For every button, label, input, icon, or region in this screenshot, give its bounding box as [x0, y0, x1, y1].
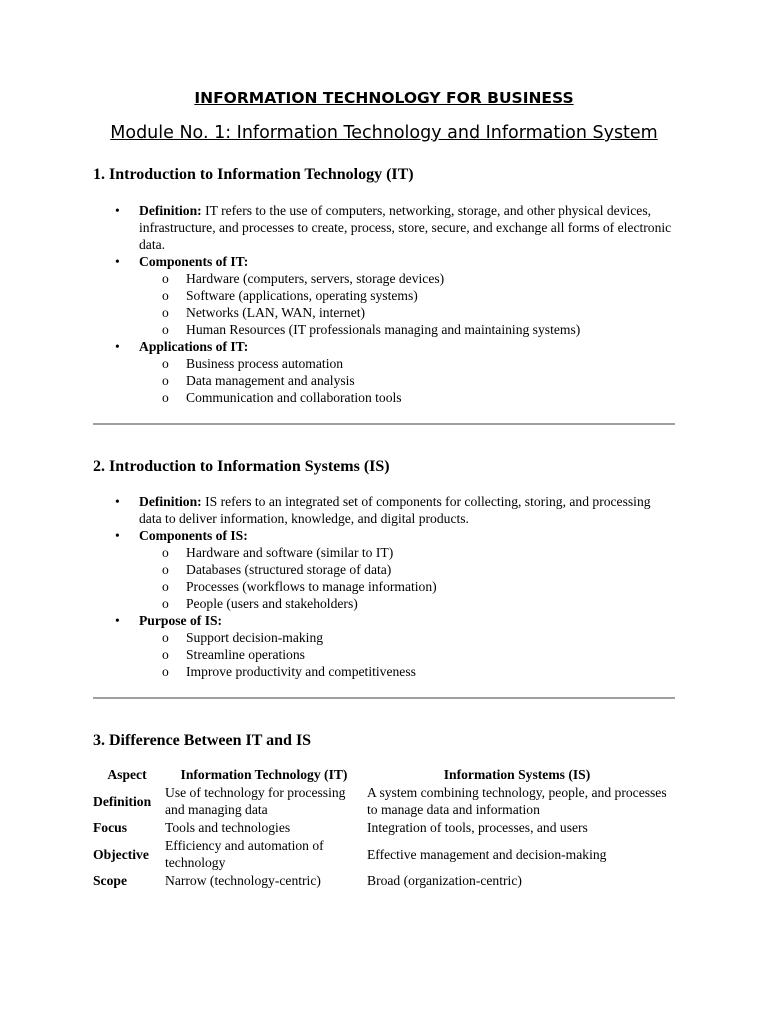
- section-divider: [93, 697, 675, 699]
- table-header-it: Information Technology (IT): [180, 767, 348, 782]
- list-item: [93, 612, 675, 680]
- components-list: [139, 544, 675, 612]
- section-divider: [93, 423, 675, 425]
- table-cell-it: Efficiency and automation of technology: [165, 838, 324, 870]
- table-row: [93, 819, 671, 837]
- applications-label: Applications of IT:: [139, 339, 249, 354]
- definition-text: IT refers to the use of computers, networking, storage, and other physical devices, infrastructure, and processes to create, process, store, secure, and exchange all forms of electronic data.: [139, 203, 672, 252]
- definition-label: Definition:: [139, 203, 202, 218]
- list-item: o Data management and analysis: [139, 372, 675, 389]
- table-row: [93, 784, 671, 819]
- section-heading-is: 2. Introduction to Information Systems (IS): [93, 458, 390, 475]
- list-item: o Streamline operations: [139, 646, 675, 663]
- list-item: [93, 527, 675, 612]
- table-header-row: [93, 766, 671, 784]
- definition-text: IS refers to an integrated set of components for collecting, storing, and processing data to deliver information, knowledge, and digital products.: [139, 494, 651, 526]
- section-heading-difference: 3. Difference Between IT and IS: [93, 732, 312, 749]
- list-item: [93, 338, 675, 406]
- list-item: o Support decision-making: [139, 629, 675, 646]
- components-list: [139, 270, 675, 338]
- document-title: INFORMATION TECHNOLOGY FOR BUSINESS: [194, 89, 574, 107]
- components-label: Components of IS:: [139, 528, 248, 543]
- table-cell-it: Tools and technologies: [165, 820, 291, 835]
- list-item: o Networks (LAN, WAN, internet): [139, 304, 675, 321]
- applications-list: [139, 355, 675, 406]
- table-row: [93, 837, 671, 872]
- list-item: o Processes (workflows to manage information): [139, 578, 675, 595]
- list-item: o Hardware (computers, servers, storage devices): [139, 270, 675, 287]
- purpose-list: [139, 629, 675, 680]
- section-list-is: [93, 493, 675, 680]
- components-label: Components of IT:: [139, 254, 249, 269]
- table-header-is: Information Systems (IS): [443, 767, 591, 782]
- list-item: o Hardware and software (similar to IT): [139, 544, 675, 561]
- list-item: [93, 253, 675, 338]
- table-cell-it: Use of technology for processing and managing data: [165, 785, 346, 817]
- definition-label: Definition:: [139, 494, 202, 509]
- list-item: [93, 202, 675, 253]
- table-cell-is: Broad (organization-centric): [367, 873, 522, 888]
- module-title: Module No. 1: Information Technology and Information System: [110, 123, 658, 143]
- comparison-table: [93, 766, 671, 890]
- table-cell-is: Integration of tools, processes, and users: [367, 820, 588, 835]
- table-cell-aspect: Focus: [93, 820, 127, 835]
- table-cell-it: Narrow (technology-centric): [165, 873, 321, 888]
- list-item: o Databases (structured storage of data): [139, 561, 675, 578]
- table-cell-is: A system combining technology, people, and processes to manage data and information: [367, 785, 667, 817]
- section-list-it: [93, 202, 675, 406]
- table-cell-is: Effective management and decision-making: [367, 846, 607, 862]
- list-item: o People (users and stakeholders): [139, 595, 675, 612]
- purpose-label: Purpose of IS:: [139, 613, 223, 628]
- table-cell-aspect: Scope: [93, 873, 127, 888]
- list-item: o Improve productivity and competitiveness: [139, 663, 675, 680]
- list-item: [93, 493, 675, 527]
- table-row: [93, 872, 671, 890]
- list-item: o Communication and collaboration tools: [139, 389, 675, 406]
- list-item: o Human Resources (IT professionals managing and maintaining systems): [139, 321, 675, 338]
- table-cell-aspect: Definition: [93, 793, 152, 809]
- table-header-aspect: Aspect: [107, 767, 147, 782]
- table-cell-aspect: Objective: [93, 846, 149, 862]
- list-item: o Software (applications, operating systems): [139, 287, 675, 304]
- section-heading-it: 1. Introduction to Information Technology (IT): [93, 166, 414, 183]
- list-item: o Business process automation: [139, 355, 675, 372]
